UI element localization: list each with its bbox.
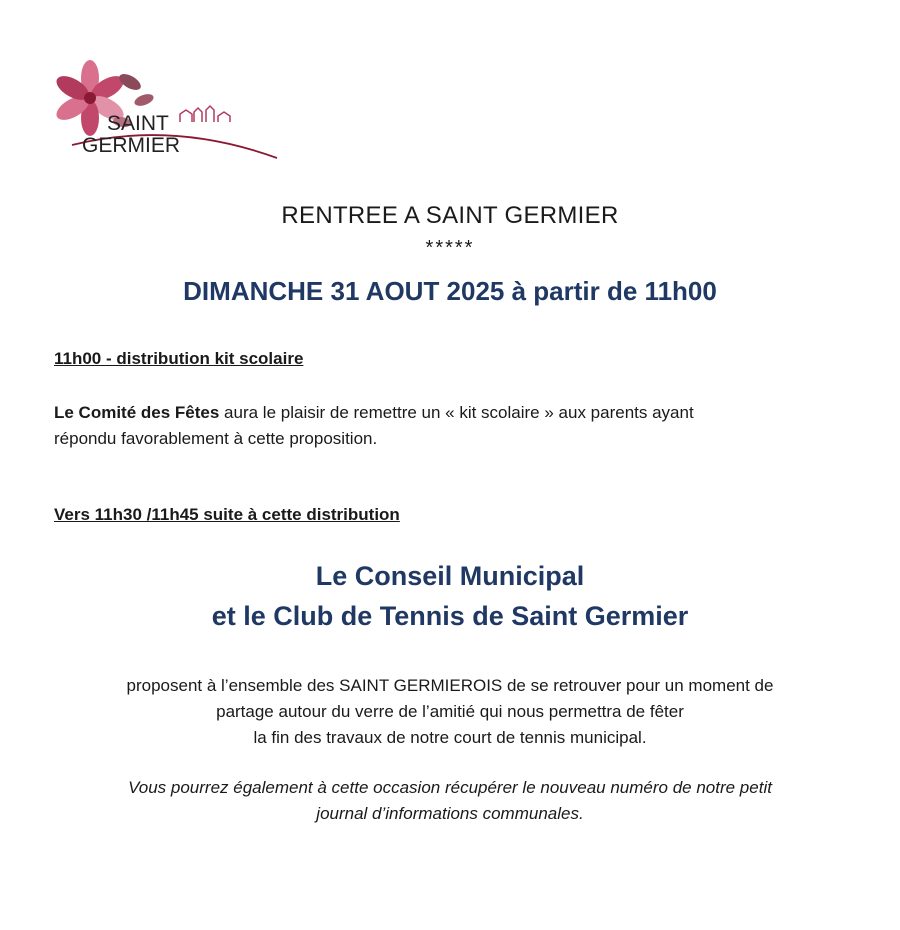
kit-paragraph (54, 400, 854, 452)
kit-text-line1: aura le plaisir de remettre un « kit scolaire » aux parents ayant (219, 403, 694, 422)
council-line2: et le Club de Tennis de Saint Germier (211, 601, 689, 631)
journal-paragraph (0, 775, 900, 827)
stars-divider: ***** (425, 237, 475, 259)
flower-logo-icon (52, 60, 282, 165)
comite-des-fetes: Le Comité des Fêtes (54, 403, 220, 422)
propose-line1: proposent à l’ensemble des SAINT GERMIEROIS de se retrouver pour un moment de (126, 676, 774, 695)
svg-text:SAINT: SAINT (107, 112, 169, 135)
journal-line1: Vous pourrez également à cette occasion récupérer le nouveau numéro de notre petit (128, 778, 772, 797)
propose-line3: la fin des travaux de notre court de tennis municipal. (253, 728, 647, 747)
section-heading-apero: Vers 11h30 /11h45 suite à cette distribution (54, 505, 400, 524)
saint-germier-logo (52, 60, 282, 165)
council-block (0, 556, 900, 636)
council-line1: Le Conseil Municipal (315, 561, 585, 591)
journal-line2: journal d’informations communales. (316, 804, 584, 823)
page-title: RENTREE A SAINT GERMIER (281, 202, 619, 229)
propose-paragraph (0, 673, 900, 751)
event-date: DIMANCHE 31 AOUT 2025 à partir de 11h00 (183, 276, 717, 306)
section-heading-kit: 11h00 - distribution kit scolaire (54, 349, 304, 368)
propose-line2: partage autour du verre de l’amitié qui nous permettra de fêter (216, 702, 684, 721)
kit-text-line2: répondu favorablement à cette proposition. (54, 429, 378, 448)
svg-text:GERMIER: GERMIER (82, 134, 181, 157)
